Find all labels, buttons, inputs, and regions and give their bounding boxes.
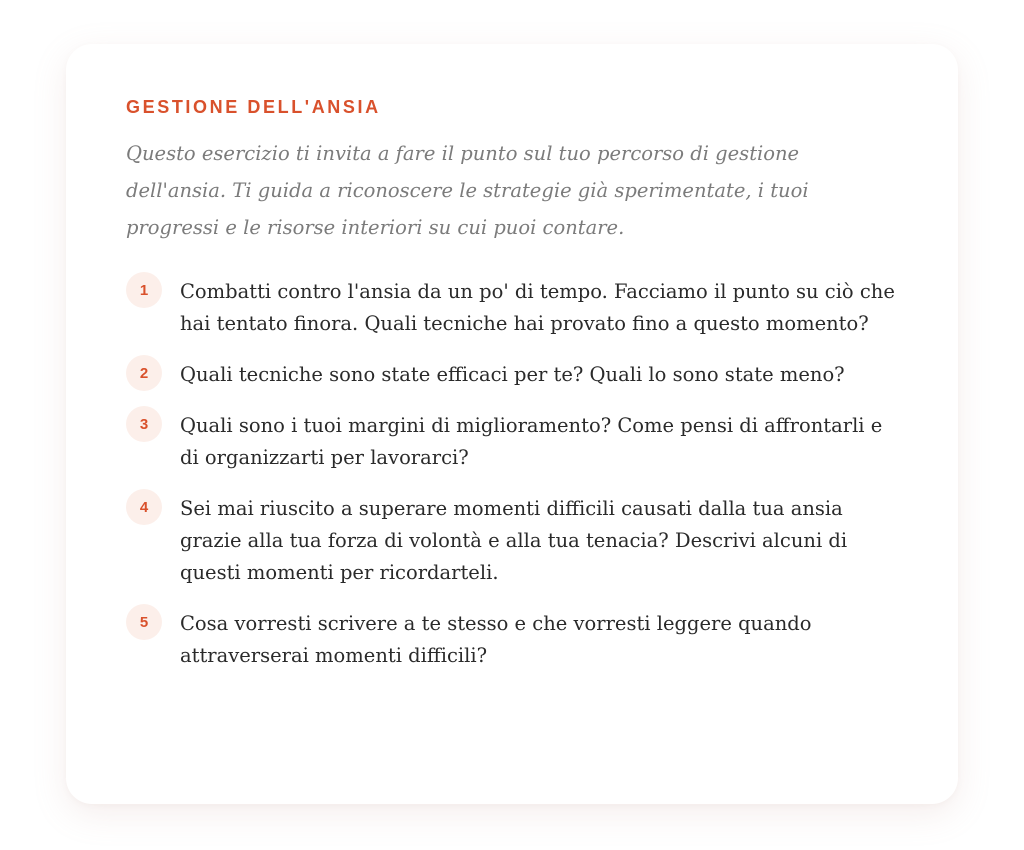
- question-number-badge: 3: [126, 406, 162, 442]
- question-number-badge: 2: [126, 355, 162, 391]
- question-text: Cosa vorresti scrivere a te stesso e che vorresti leggere quando attraverserai momenti difficili?: [180, 612, 812, 667]
- question-list: [126, 276, 898, 672]
- question-item: [126, 276, 898, 340]
- exercise-card: [66, 44, 958, 804]
- question-number-badge: 5: [126, 604, 162, 640]
- question-item: [126, 493, 898, 589]
- question-text: Sei mai riuscito a superare momenti difficili causati dalla tua ansia grazie alla tua forza di volontà e alla tua tenacia? Descrivi alcuni di questi momenti per ricordarteli.: [180, 497, 848, 584]
- question-text: Quali tecniche sono state efficaci per te? Quali lo sono state meno?: [180, 363, 845, 386]
- question-item: [126, 359, 898, 391]
- question-number-badge: 1: [126, 272, 162, 308]
- question-text: Quali sono i tuoi margini di miglioramento? Come pensi di affrontarli e di organizzarti per lavorarci?: [180, 414, 883, 469]
- question-item: [126, 608, 898, 672]
- question-text: Combatti contro l'ansia da un po' di tempo. Facciamo il punto su ciò che hai tentato finora. Quali tecniche hai provato fino a questo momento?: [180, 280, 895, 335]
- question-number-badge: 4: [126, 489, 162, 525]
- card-title: GESTIONE DELL'ANSIA: [126, 97, 381, 117]
- intro-paragraph: Questo esercizio ti invita a fare il punto sul tuo percorso di gestione dell'ansia. Ti guida a riconoscere le strategie già sperimentate, i tuoi progressi e le risorse interiori su cui puoi contare.: [126, 142, 809, 239]
- question-item: [126, 410, 898, 474]
